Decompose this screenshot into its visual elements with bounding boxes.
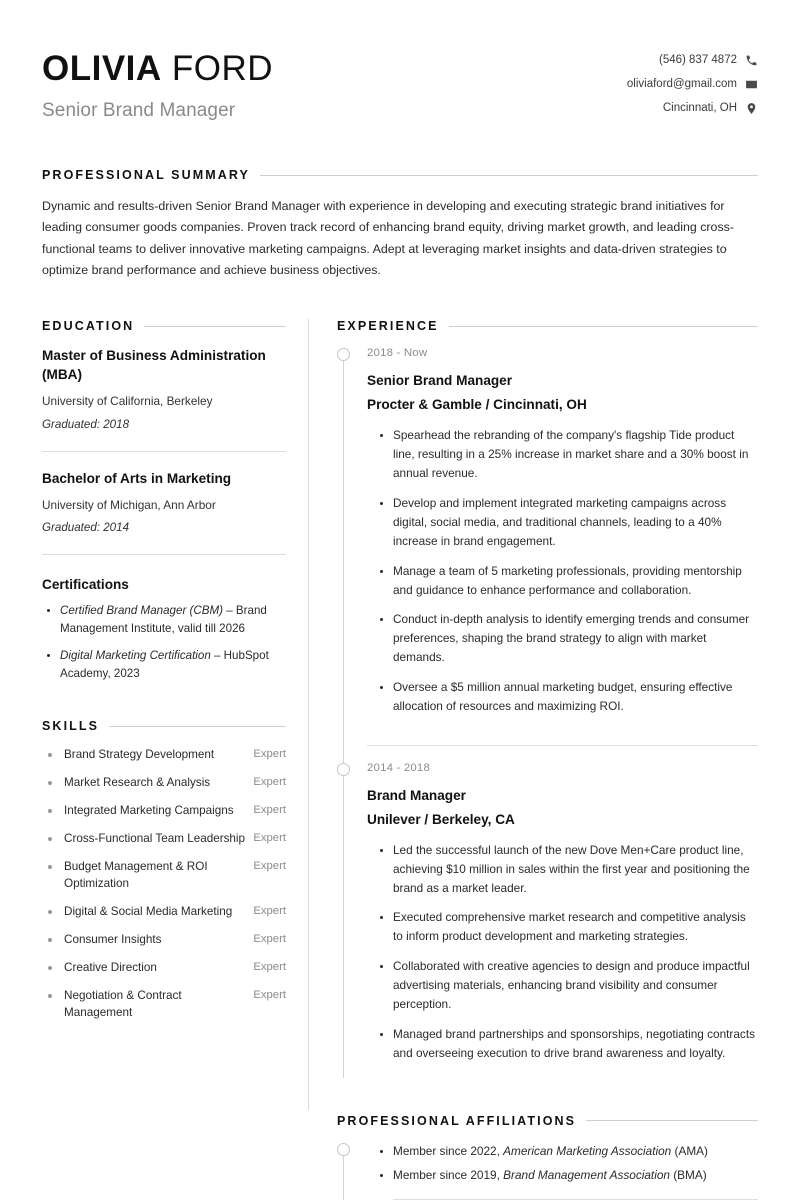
experience-timeline xyxy=(337,347,758,1077)
experience-section xyxy=(337,319,758,1077)
skill-name: Brand Strategy Development xyxy=(64,748,215,762)
education-entry xyxy=(42,470,286,537)
certification-name: Digital Marketing Certification xyxy=(60,649,211,663)
certification-name: Certified Brand Manager (CBM) xyxy=(60,604,224,618)
affiliation-organization: Brand Management Association xyxy=(503,1168,670,1183)
heading-rule xyxy=(109,726,286,727)
resume-header xyxy=(42,40,758,126)
affiliation-prefix: Member since 2022, xyxy=(393,1143,504,1158)
skill-item xyxy=(42,831,286,848)
skill-item xyxy=(42,747,286,764)
divider xyxy=(42,451,286,452)
skill-level: Expert xyxy=(253,832,286,845)
divider xyxy=(42,554,286,555)
heading-rule xyxy=(449,326,758,327)
education-graduated: Graduated: 2014 xyxy=(42,521,130,535)
name-block xyxy=(42,48,273,122)
skill-item xyxy=(42,859,286,893)
skill-level: Expert xyxy=(253,933,286,946)
contact-location[interactable] xyxy=(627,102,758,115)
list-item: Led the successful launch of the new Dove Men+Care product line, achieving $10 million in sales within the first year and positioning the brand as a market leader. xyxy=(393,841,758,898)
certifications-list xyxy=(42,602,286,683)
experience-heading-label: EXPERIENCE xyxy=(337,319,439,334)
education-degree: Master of Business Administration (MBA) xyxy=(42,348,266,382)
experience-bullets xyxy=(367,841,758,1063)
experience-role: Senior Brand Manager xyxy=(367,373,513,389)
summary-text: Dynamic and results-driven Senior Brand Manager with experience in developing and executing strategic brand initiatives for leading consumer goods companies. Proven track record of enhancing brand equity, driving market growth, and leading cross-functional teams to deliver innovative marketing campaigns. Adept at leveraging market insights and data-driven strategies to optimize brand performance and achieve business objectives. xyxy=(42,199,734,277)
experience-company: Unilever / Berkeley, CA xyxy=(367,811,515,827)
timeline-dot-icon xyxy=(337,763,350,776)
experience-company: Procter & Gamble / Cincinnati, OH xyxy=(367,397,587,413)
skills-heading xyxy=(42,719,286,733)
affiliations-timeline xyxy=(337,1142,758,1200)
skill-name: Market Research & Analysis xyxy=(64,776,211,790)
bullet-icon xyxy=(48,910,52,914)
contact-phone[interactable] xyxy=(627,54,758,67)
skill-name: Cross-Functional Team Leadership xyxy=(64,832,246,846)
first-name: OLIVIA xyxy=(42,49,162,88)
skill-item xyxy=(42,988,286,1022)
list-item: Collaborated with creative agencies to design and produce impactful advertising materials, enhancing brand visibility and consumer perception. xyxy=(393,957,758,1014)
education-school: University of Michigan, Ann Arbor xyxy=(42,497,216,512)
bullet-icon xyxy=(48,837,52,841)
affiliations-heading-label: PROFESSIONAL AFFILIATIONS xyxy=(337,1113,577,1128)
education-heading xyxy=(42,319,286,333)
timeline-line xyxy=(343,1150,344,1200)
last-name: FORD xyxy=(171,49,274,88)
certifications-section xyxy=(42,577,286,683)
skill-level: Expert xyxy=(253,776,286,789)
bullet-icon xyxy=(48,753,52,757)
right-column xyxy=(309,319,758,1200)
skill-level: Expert xyxy=(253,748,286,761)
timeline-dot-icon xyxy=(337,1143,350,1156)
experience-heading xyxy=(337,319,758,333)
affiliations-heading xyxy=(337,1114,758,1128)
skill-item xyxy=(42,904,286,921)
skill-item xyxy=(42,960,286,977)
affiliation-suffix: (AMA) xyxy=(671,1143,708,1158)
heading-rule xyxy=(144,326,286,327)
list-item: Conduct in-depth analysis to identify emerging trends and consumer preferences, shaping the brand strategy to align with market demands. xyxy=(393,610,758,667)
skills-section xyxy=(42,719,286,1022)
list-item xyxy=(58,647,286,683)
experience-entry xyxy=(367,347,758,730)
professional-summary-section xyxy=(42,168,758,281)
education-heading-label: EDUCATION xyxy=(42,319,135,334)
certification-detail: – Brand Management Institute, valid till 2026 xyxy=(60,604,267,636)
job-title: Senior Brand Manager xyxy=(42,99,236,121)
summary-heading xyxy=(42,168,758,182)
experience-dates: 2014 - 2018 xyxy=(367,761,431,774)
skill-level: Expert xyxy=(253,804,286,817)
skill-level: Expert xyxy=(253,860,286,873)
location-pin-icon xyxy=(745,102,758,115)
experience-bullets xyxy=(367,426,758,715)
bullet-icon xyxy=(48,966,52,970)
bullet-icon xyxy=(48,781,52,785)
list-item xyxy=(58,602,286,638)
skills-heading-label: SKILLS xyxy=(42,719,100,734)
skill-item xyxy=(42,803,286,820)
experience-dates: 2018 - Now xyxy=(367,347,428,360)
list-item: Develop and implement integrated marketing campaigns across digital, social media, and traditional channels, leading to a 40% increase in brand engagement. xyxy=(393,494,758,551)
timeline-line xyxy=(343,355,344,1077)
heading-rule xyxy=(260,175,758,176)
education-school: University of California, Berkeley xyxy=(42,394,213,408)
skill-level: Expert xyxy=(253,961,286,973)
certification-detail: – HubSpot Academy, 2023 xyxy=(60,649,269,681)
list-item xyxy=(393,1166,758,1185)
education-entry xyxy=(42,347,286,432)
skill-name: Creative Direction xyxy=(64,961,157,974)
bullet-icon xyxy=(48,809,52,813)
heading-rule xyxy=(586,1120,758,1121)
affiliation-prefix: Member since 2019, xyxy=(393,1168,504,1183)
affiliation-suffix: (BMA) xyxy=(669,1168,707,1183)
contact-email[interactable] xyxy=(627,78,758,91)
list-item: Managed brand partnerships and sponsorships, negotiating contracts and overseeing execution to drive brand awareness and loyalty. xyxy=(393,1025,758,1063)
contact-email-text: oliviaford@gmail.com xyxy=(626,77,737,90)
contact-location-text: Cincinnati, OH xyxy=(662,101,737,114)
full-name xyxy=(42,50,273,88)
affiliations-list xyxy=(367,1142,758,1186)
experience-role: Brand Manager xyxy=(367,787,466,803)
bullet-icon xyxy=(48,938,52,942)
education-degree: Bachelor of Arts in Marketing xyxy=(42,470,232,486)
envelope-icon xyxy=(745,78,758,91)
certifications-title: Certifications xyxy=(42,577,129,593)
bullet-icon xyxy=(48,994,52,998)
divider xyxy=(367,745,758,746)
experience-entry xyxy=(367,762,758,1078)
summary-heading-label: PROFESSIONAL SUMMARY xyxy=(42,168,250,182)
timeline-dot-icon xyxy=(337,348,350,361)
skill-name: Digital & Social Media Marketing xyxy=(64,905,233,919)
skill-level: Expert xyxy=(253,905,286,918)
skill-level: Expert xyxy=(253,988,286,1001)
skill-name: Integrated Marketing Campaigns xyxy=(64,804,234,818)
skill-name: Negotiation & Contract Management xyxy=(64,988,182,1019)
skill-item xyxy=(42,775,286,792)
education-section xyxy=(42,319,286,555)
affiliation-organization: American Marketing Association xyxy=(503,1143,672,1158)
contact-block xyxy=(627,48,758,126)
list-item: Manage a team of 5 marketing professionals, providing mentorship and guidance to enhance performance and collaboration. xyxy=(393,562,758,600)
skill-name: Budget Management & ROI Optimization xyxy=(64,860,208,891)
list-item: Spearhead the rebranding of the company's flagship Tide product line, resulting in a 25% increase in market share and a 30% boost in annual revenue. xyxy=(393,426,758,483)
affiliations-section xyxy=(337,1114,758,1200)
phone-icon xyxy=(745,54,758,67)
left-column xyxy=(42,319,308,1200)
skill-name: Consumer Insights xyxy=(64,933,162,947)
contact-phone-text: (546) 837 4872 xyxy=(658,53,737,66)
education-graduated: Graduated: 2018 xyxy=(42,417,130,431)
skill-item xyxy=(42,932,286,949)
list-item: Oversee a $5 million annual marketing budget, ensuring effective allocation of resources and maximizing ROI. xyxy=(393,678,758,716)
body-columns xyxy=(42,319,758,1200)
bullet-icon xyxy=(48,865,52,869)
list-item xyxy=(393,1142,758,1161)
list-item: Executed comprehensive market research and competitive analysis to inform product development and marketing strategies. xyxy=(393,908,758,946)
